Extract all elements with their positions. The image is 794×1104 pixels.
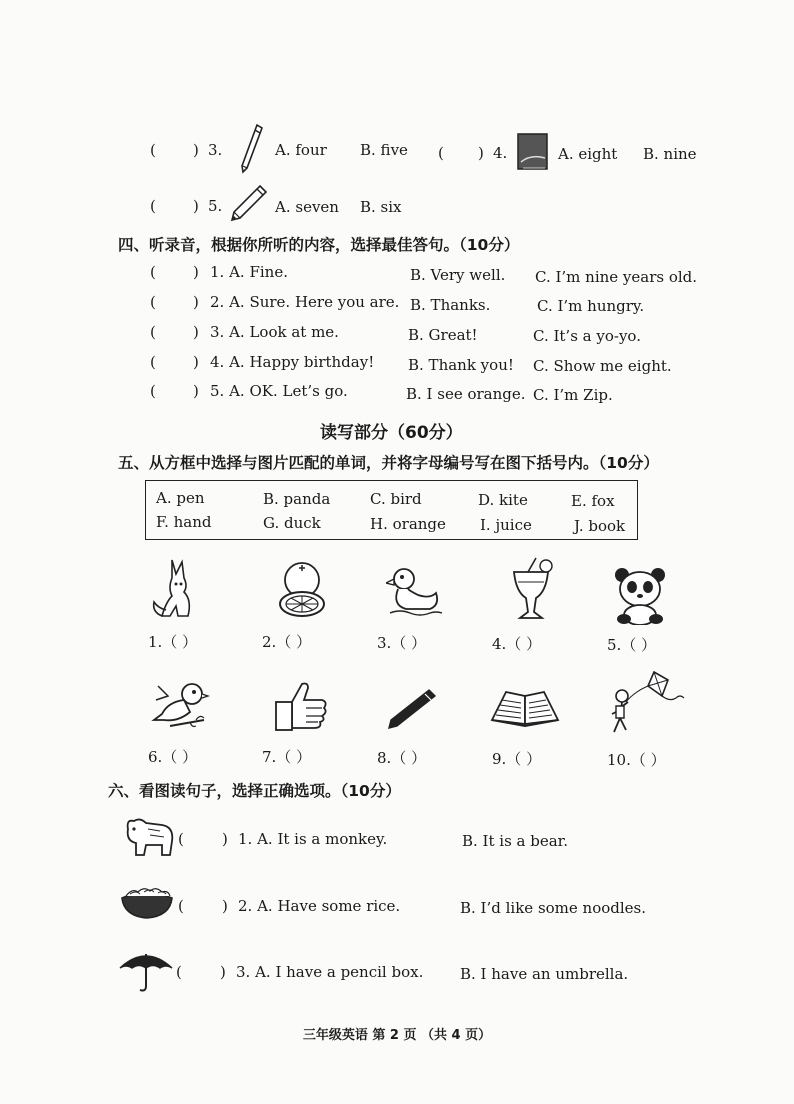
picture-answer-blank[interactable]: 7.（ ）	[262, 748, 312, 766]
picture-answer-blank[interactable]: 1.（ ）	[148, 633, 198, 651]
question-text: 1. A. Fine.	[210, 263, 288, 281]
section-4-heading: 四、听录音，根据你所听的内容，选择最佳答句。（10分）	[118, 236, 520, 254]
answer-paren-close: )	[193, 263, 199, 281]
picture-answer-blank[interactable]: 6.（ ）	[148, 748, 198, 766]
word-option: D. kite	[478, 491, 528, 509]
pencil-icon	[228, 182, 270, 224]
option-a: A. seven	[275, 198, 339, 216]
question-text: 5. A. OK. Let’s go.	[210, 382, 348, 400]
pen-icon	[385, 686, 437, 732]
option-b: B. Thanks.	[410, 296, 491, 314]
answer-paren-open: (	[178, 830, 184, 848]
word-option: J. book	[574, 517, 626, 535]
answer-paren-open: (	[150, 293, 156, 311]
answer-paren-close: )	[478, 144, 484, 162]
question-text: 2. A. Have some rice.	[238, 897, 401, 915]
answer-paren-open: (	[150, 141, 156, 159]
answer-paren-open: (	[176, 963, 182, 981]
word-option: B. panda	[263, 490, 331, 508]
picture-answer-blank[interactable]: 10.（ ）	[607, 751, 666, 769]
answer-paren-close: )	[220, 963, 226, 981]
duck-icon	[386, 565, 444, 617]
question-text: 1. A. It is a monkey.	[238, 830, 388, 848]
option-c: C. I’m nine years old.	[535, 268, 698, 286]
option-b: B. It is a bear.	[462, 832, 568, 850]
picture-answer-blank[interactable]: 5.（ ）	[607, 636, 657, 654]
answer-paren-close: )	[193, 197, 199, 215]
umbrella-icon	[118, 948, 174, 994]
option-b: B. six	[360, 198, 402, 216]
option-b: B. I have an umbrella.	[460, 965, 629, 983]
panda-icon	[612, 565, 668, 625]
noodles-bowl-icon	[118, 882, 176, 920]
word-option: H. orange	[370, 515, 446, 533]
section-5-heading: 五、从方框中选择与图片匹配的单词，并将字母编号写在图下括号内。（10分）	[118, 454, 659, 472]
word-option: F. hand	[156, 513, 212, 531]
option-b: B. Great!	[408, 326, 478, 344]
option-b: B. five	[360, 141, 408, 159]
question-number: 4.	[493, 144, 508, 162]
hand-icon	[272, 680, 332, 732]
pen-icon	[235, 122, 265, 176]
book-icon	[515, 132, 551, 172]
answer-paren-open: (	[150, 382, 156, 400]
answer-paren-open: (	[150, 353, 156, 371]
question-number: 3.	[208, 141, 223, 159]
option-c: C. Show me eight.	[533, 357, 672, 375]
orange-icon	[275, 560, 329, 620]
answer-paren-close: )	[222, 830, 228, 848]
option-b: B. I see orange.	[406, 385, 526, 403]
page-footer: 三年级英语 第 2 页 （共 4 页）	[302, 1028, 492, 1043]
word-option: G. duck	[263, 514, 321, 532]
option-b: B. nine	[643, 145, 697, 163]
word-option: A. pen	[156, 489, 205, 507]
answer-paren-open: (	[150, 263, 156, 281]
kite-icon	[604, 668, 688, 738]
question-text: 3. A. Look at me.	[210, 323, 339, 341]
part-title: 读写部分（60分）	[320, 423, 463, 443]
picture-answer-blank[interactable]: 8.（ ）	[377, 749, 427, 767]
option-c: C. I’m hungry.	[537, 297, 645, 315]
option-a: A. four	[275, 141, 327, 159]
picture-answer-blank[interactable]: 9.（ ）	[492, 750, 542, 768]
picture-answer-blank[interactable]: 3.（ ）	[377, 634, 427, 652]
answer-paren-open: (	[150, 197, 156, 215]
answer-paren-close: )	[193, 323, 199, 341]
bear-icon	[120, 815, 176, 859]
option-c: C. It’s a yo-yo.	[533, 327, 641, 345]
answer-paren-close: )	[193, 353, 199, 371]
juice-icon	[506, 556, 556, 624]
option-b: B. Very well.	[410, 266, 506, 284]
question-text: 3. A. I have a pencil box.	[236, 963, 424, 981]
bird-icon	[150, 680, 210, 732]
picture-answer-blank[interactable]: 4.（ ）	[492, 635, 542, 653]
option-b: B. Thank you!	[408, 356, 514, 374]
answer-paren-open: (	[438, 144, 444, 162]
option-a: A. eight	[558, 145, 618, 163]
answer-paren-close: )	[193, 382, 199, 400]
word-option: E. fox	[571, 492, 615, 510]
question-text: 4. A. Happy birthday!	[210, 353, 375, 371]
picture-answer-blank[interactable]: 2.（ ）	[262, 633, 312, 651]
section-6-heading: 六、看图读句子，选择正确选项。（10分）	[108, 782, 401, 800]
question-number: 5.	[208, 197, 223, 215]
answer-paren-close: )	[193, 141, 199, 159]
question-text: 2. A. Sure. Here you are.	[210, 293, 400, 311]
option-b: B. I’d like some noodles.	[460, 899, 647, 917]
word-option: I. juice	[480, 516, 532, 534]
answer-paren-close: )	[222, 897, 228, 915]
option-c: C. I’m Zip.	[533, 386, 613, 404]
answer-paren-close: )	[193, 293, 199, 311]
answer-paren-open: (	[150, 323, 156, 341]
word-option: C. bird	[370, 490, 422, 508]
answer-paren-open: (	[178, 897, 184, 915]
fox-icon	[148, 556, 206, 622]
book-icon	[488, 684, 562, 728]
